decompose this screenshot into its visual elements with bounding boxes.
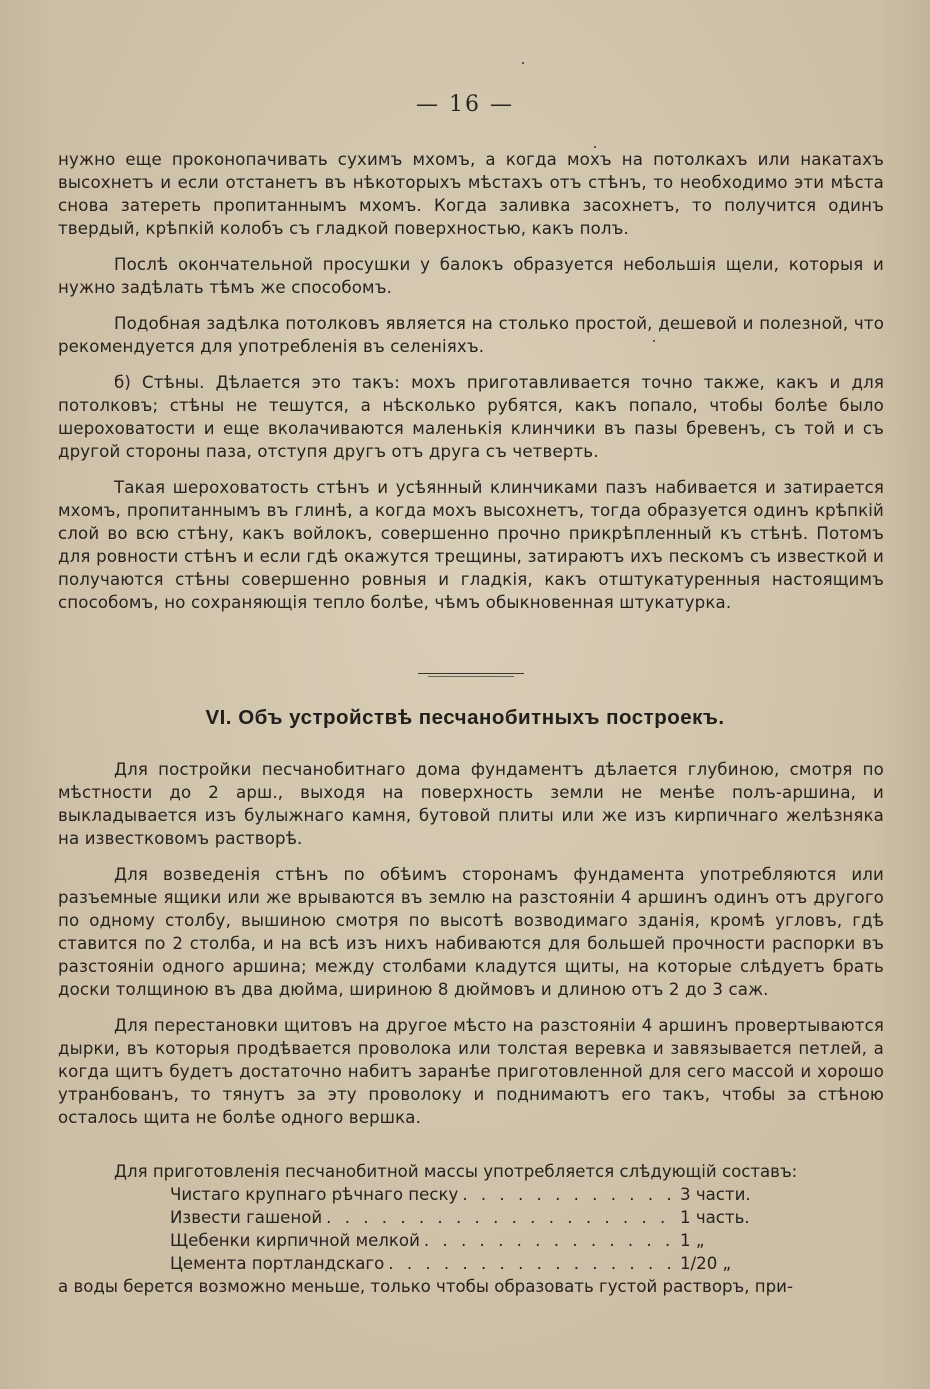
page-number: — 16 — (416, 92, 514, 117)
paper-speck (653, 340, 655, 342)
paragraph: Для перестановки щитовъ на другое мѣсто на разстояніи 4 аршинъ провертываются дырки, въ которыя продѣвается проволока или толстая веревка и завязывается петлей, а когда щитъ будетъ достаточно набитъ заранѣе приготовленной для сего массой и хорошо утранбованъ, то тянутъ за эту проволоку и поднимаютъ его такъ, чтобы за стѣною осталось щита не болѣе одного вершка. (58, 1016, 884, 1127)
paper-speck (522, 62, 524, 64)
paper-speck (594, 146, 596, 148)
ingredient-row (170, 1183, 770, 1206)
leader-dots (388, 1252, 676, 1275)
ingredient-name: Цемента портландскаго (170, 1254, 385, 1273)
ingredient-row (170, 1252, 770, 1275)
text-block-top (58, 148, 884, 627)
composition-tail: а воды берется возможно меньше, только чтобы образовать густой растворъ, при- (58, 1277, 793, 1296)
paragraph: Для возведенія стѣнъ по обѣимъ сторонамъ фундамента употребляются или разъемные ящики или же врываются въ землю на разстояніи 4 аршинъ одинъ отъ другого по одному столбу, вышиною смотря по высотѣ возводимаго зданія, кромѣ угловъ, гдѣ ставится по 2 столба, и на всѣ изъ нихъ набиваются для большей прочности распорки въ разстояніи одного аршина; между столбами кладутся щиты, на которые слѣдуетъ брать доски толщиною въ два дюйма, шириною 8 дюймовъ и длиною отъ 2 до 3 саж. (58, 865, 884, 999)
paragraph: Для постройки песчанобитнаго дома фундаментъ дѣлается глубиною, смотря по мѣстности до 2 арш., выходя на поверхность земли не менѣе полъ-аршина, и выкладывается изъ булыжнаго камня, бутовой плиты или же изъ кирпичнаго желѣзняка на известковомъ растворѣ. (58, 760, 884, 848)
ingredient-qty: 1/20 „ (680, 1254, 732, 1273)
paragraph: б) Стѣны. Дѣлается это такъ: мохъ приготавливается точно также, какъ и для потолковъ; стѣны не тешутся, а нѣсколько рубятся, какъ попало, чтобы болѣе было шероховатости и еще вколачиваются маленькія клинчики въ пазы бревенъ, съ той и съ другой стороны паза, отступя другъ отъ друга съ четверть. (58, 373, 884, 461)
composition-list (58, 1160, 884, 1298)
composition-intro: Для приготовленія песчанобитной массы употребляется слѣдующій составъ: (114, 1162, 798, 1181)
section-divider (418, 673, 524, 674)
section-title: VI. Объ устройствѣ песчанобитныхъ построекъ. (205, 706, 725, 729)
paragraph: нужно еще проконопачивать сухимъ мхомъ, а когда мохъ на потолкахъ или накатахъ высохнетъ и если отстанетъ въ нѣкоторыхъ мѣстахъ отъ стѣнъ, то необходимо эти мѣста снова затереть пропитаннымъ мхомъ. Когда заливка засохнетъ, то получится одинъ твердый, крѣпкій колобъ съ гладкой поверхностью, какъ полъ. (58, 150, 884, 238)
ingredient-qty: 1 часть. (680, 1208, 750, 1227)
ingredient-qty: 3 части. (680, 1185, 751, 1204)
ingredient-name: Щебенки кирпичной мелкой (170, 1231, 420, 1250)
text-block-bottom (58, 758, 884, 1142)
leader-dots (424, 1229, 676, 1252)
ingredient-row (170, 1229, 770, 1252)
paragraph: Подобная задѣлка потолковъ является на столько простой, дешевой и полезной, что рекомендуется для употребленія въ селеніяхъ. (58, 314, 884, 356)
ingredient-row (170, 1206, 770, 1229)
ingredient-qty: 1 „ (680, 1231, 705, 1250)
paragraph: Послѣ окончательной просушки у балокъ образуется небольшія щели, которыя и нужно задѣлать тѣмъ же способомъ. (58, 255, 884, 297)
ingredient-name: Чистаго крупнаго рѣчнаго песку (170, 1185, 459, 1204)
leader-dots (462, 1183, 676, 1206)
leader-dots (326, 1206, 676, 1229)
ingredient-name: Извести гашеной (170, 1208, 323, 1227)
paragraph: Такая шероховатость стѣнъ и усѣянный клинчиками пазъ набивается и затирается мхомъ, пропитаннымъ въ глинѣ, а когда мохъ высохнетъ, тогда образуется одинъ крѣпкій слой во всю стѣну, какъ войлокъ, совершенно прочно прикрѣпленный къ стѣнѣ. Потомъ для ровности стѣнъ и если гдѣ окажутся трещины, затираютъ ихъ пескомъ съ известкой и получаются стѣны совершенно ровныя и гладкія, какъ отштукатуренныя настоящимъ способомъ, но сохраняющія тепло болѣе, чѣмъ обыкновенная штукатурка. (58, 478, 884, 612)
